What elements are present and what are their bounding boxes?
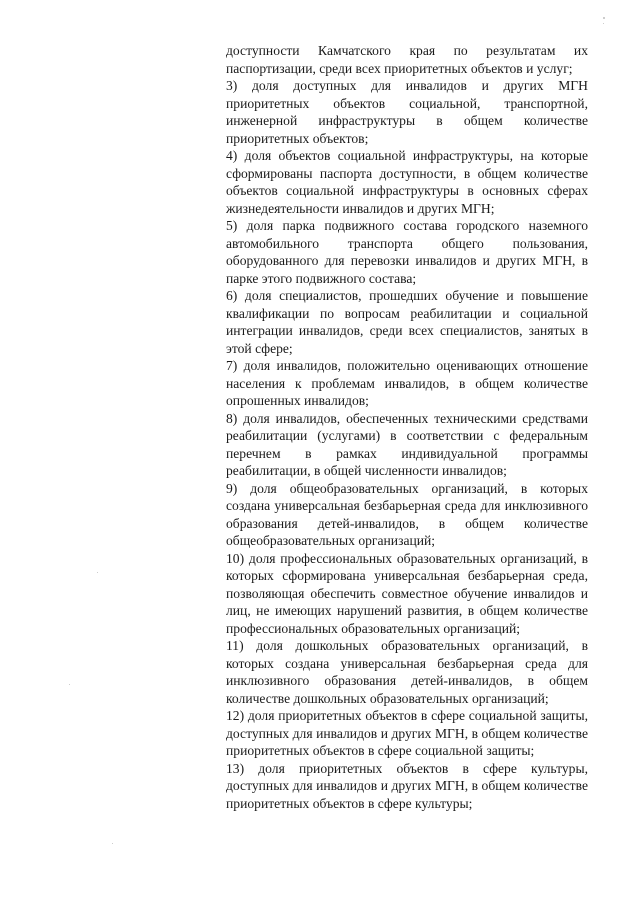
scan-speck: [112, 843, 113, 844]
paragraph-continuation: доступности Камчатского края по результатам их паспортизации, среди всех приоритетных объектов и услуг;: [226, 43, 588, 76]
paragraph-item-6: 6) доля специалистов, прошедших обучение и повышение квалификации по вопросам реабилитации и социальной интеграции инвалидов, среди всех специалистов, занятых в этой сфере;: [226, 288, 588, 356]
paragraph-item-5: 5) доля парка подвижного состава городского наземного автомобильного транспорта общего пользования, оборудованного для перевозки инвалидов и других МГН, в парке этого подвижного состава;: [226, 218, 588, 286]
scan-speck: [69, 684, 70, 685]
paragraph-item-10: 10) доля профессиональных образовательных организаций, в которых сформирована универсальная безбарьерная среда, позволяющая обеспечить совместное обучение инвалидов и лиц, не имеющих нарушений развития, в общем количестве профессиональных образовательных организаций;: [226, 550, 588, 636]
paragraph-item-13: 13) доля приоритетных объектов в сфере культуры, доступных для инвалидов и других МГН, в общем количестве приоритетных объектов в сфере культуры;: [226, 760, 588, 811]
scan-speck: [603, 17, 605, 19]
paragraph-item-11: 11) доля дошкольных образовательных организаций, в которых создана универсальная безбарьерная среда для инклюзивного образования детей-инвалидов, в общем количестве дошкольных образовательных организаций;: [226, 638, 588, 706]
document-body: [226, 42, 588, 812]
paragraph-item-4: 4) доля объектов социальной инфраструктуры, на которые сформированы паспорта доступности, в общем количестве объектов социальной инфраструктуры в основных сферах жизнедеятельности инвалидов и других МГН;: [226, 148, 588, 216]
paragraph-item-8: 8) доля инвалидов, обеспеченных техническими средствами реабилитации (услугами) в соответствии с федеральным перечнем в рамках индивидуальной программы реабилитации, в общей численности инвалидов;: [226, 410, 588, 478]
paragraph-item-12: 12) доля приоритетных объектов в сфере социальной защиты, доступных для инвалидов и других МГН, в общем количестве приоритетных объектов в сфере социальной защиты;: [226, 708, 588, 758]
paragraph-item-7: 7) доля инвалидов, положительно оценивающих отношение населения к проблемам инвалидов, в общем количестве опрошенных инвалидов;: [226, 358, 588, 408]
paragraph-item-3: 3) доля доступных для инвалидов и других МГН приоритетных объектов социальной, транспортной, инженерной инфраструктуры в общем количестве приоритетных объектов;: [226, 78, 588, 146]
paragraph-item-9: 9) доля общеобразовательных организаций, в которых создана универсальная безбарьерная среда для инклюзивного образования детей-инвалидов, в общем количестве общеобразовательных организаций;: [226, 480, 588, 548]
scan-speck: [603, 23, 604, 24]
scan-speck: [97, 572, 98, 573]
